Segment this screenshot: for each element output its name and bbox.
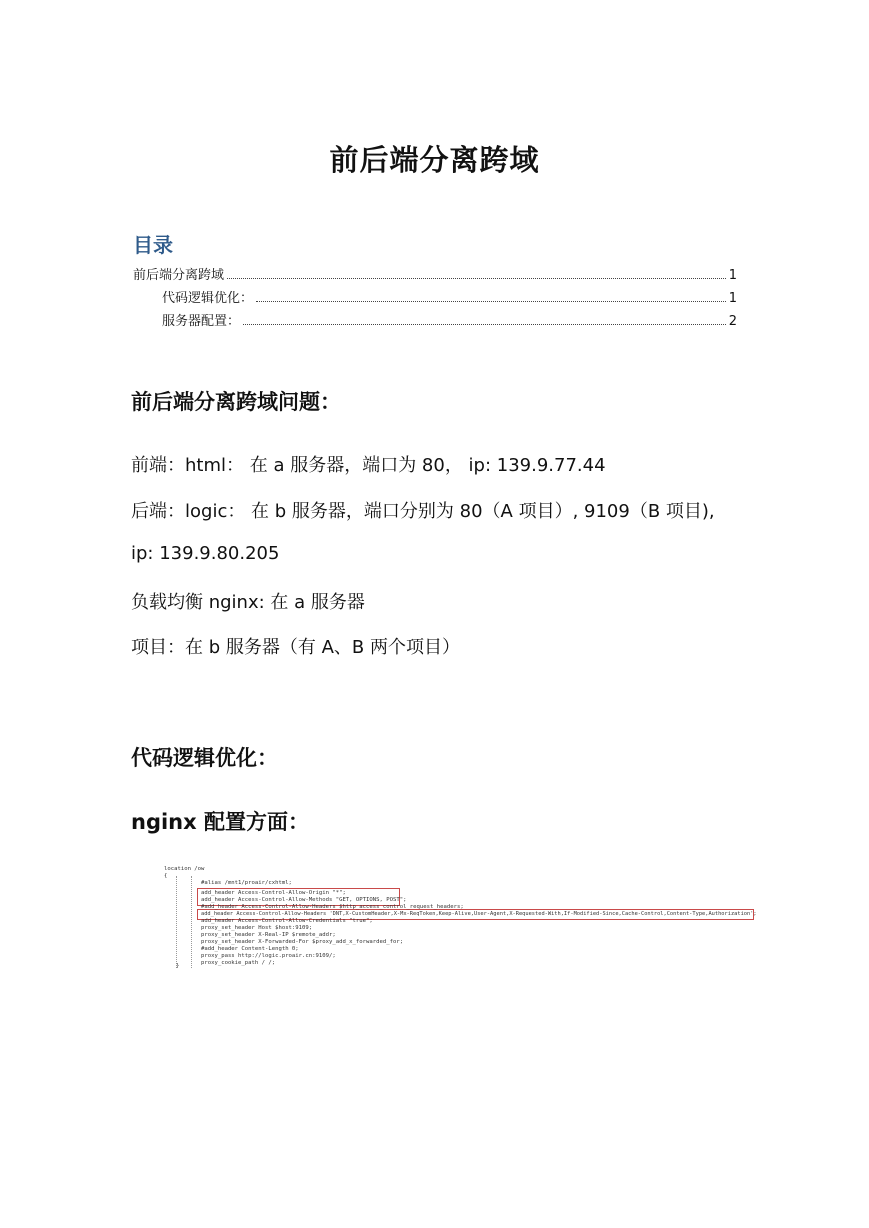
code-line: proxy_set_header X-Real-IP $remote_addr; <box>201 932 336 938</box>
code-line: #add_header Content-Length 0; <box>201 946 299 952</box>
paragraph-line: 后端：logic： 在 b 服务器，端口分别为 80（A 项目）, 9109（B 项目), <box>131 501 715 522</box>
code-line: add_header Access-Control-Allow-Origin "*"; <box>201 890 346 896</box>
code-line: #add_header Access-Control-Allow-Headers $http_access_control_request_headers; <box>201 904 464 910</box>
code-line: proxy_cookie_path / /; <box>201 960 276 966</box>
code-line: { <box>164 873 168 879</box>
paragraph-line: ip: 139.9.80.205 <box>131 543 280 564</box>
toc-leader-dots <box>227 278 726 279</box>
toc-leader-dots <box>243 324 726 325</box>
toc-heading: 目录 <box>133 233 173 257</box>
section-subheading: nginx 配置方面： <box>131 810 309 834</box>
toc-leader-dots <box>256 301 726 302</box>
code-line: #alias /mnt1/proair/cxhtml; <box>201 880 292 886</box>
code-line: add_header Access-Control-Allow-Methods "GET, OPTIONS, POST"; <box>201 897 407 903</box>
indent-guide <box>176 876 180 969</box>
document-title: 前后端分离跨域 <box>329 143 540 177</box>
toc-entry-page: 2 <box>728 314 737 329</box>
indent-guide <box>191 876 192 968</box>
code-line: add_header Access-Control-Allow-Credentials "true"; <box>201 918 373 924</box>
toc-entry[interactable] <box>133 265 737 283</box>
toc-entry-label: 代码逻辑优化： <box>162 291 254 306</box>
code-line: add_header Access-Control-Allow-Headers 'DNT,X-CustomHeader,X-Mx-ReqToken,Keep-Alive,User-Agent,X-Requested-With,If-Modified-Since,Cache-Control,Content-Type,Authorization'; <box>201 911 757 917</box>
section-heading: 前后端分离跨域问题： <box>131 390 341 414</box>
toc-entry[interactable] <box>162 288 737 306</box>
paragraph-line: 项目：在 b 服务器（有 A、B 两个项目） <box>131 637 460 658</box>
toc-entry-label: 前后端分离跨域 <box>133 268 225 283</box>
code-line: location /ow <box>164 866 205 872</box>
section-heading: 代码逻辑优化： <box>131 746 278 770</box>
toc-entry-label: 服务器配置： <box>162 314 241 329</box>
paragraph-line: 前端：html： 在 a 服务器，端口为 80， ip: 139.9.77.44 <box>131 455 606 476</box>
toc-entry-page: 1 <box>728 291 737 306</box>
toc-entry[interactable] <box>162 311 737 329</box>
code-line: proxy_set_header Host $host:9109; <box>201 925 313 931</box>
code-line: } <box>176 963 180 969</box>
nginx-config-screenshot <box>163 862 759 970</box>
toc-entry-page: 1 <box>728 268 737 283</box>
code-line: proxy_pass http://logic.proair.cn:9109/; <box>201 953 336 959</box>
code-line: proxy_set_header X-Forwarded-For $proxy_add_x_forwarded_for; <box>201 939 404 945</box>
paragraph-line: 负载均衡 nginx: 在 a 服务器 <box>131 592 365 613</box>
